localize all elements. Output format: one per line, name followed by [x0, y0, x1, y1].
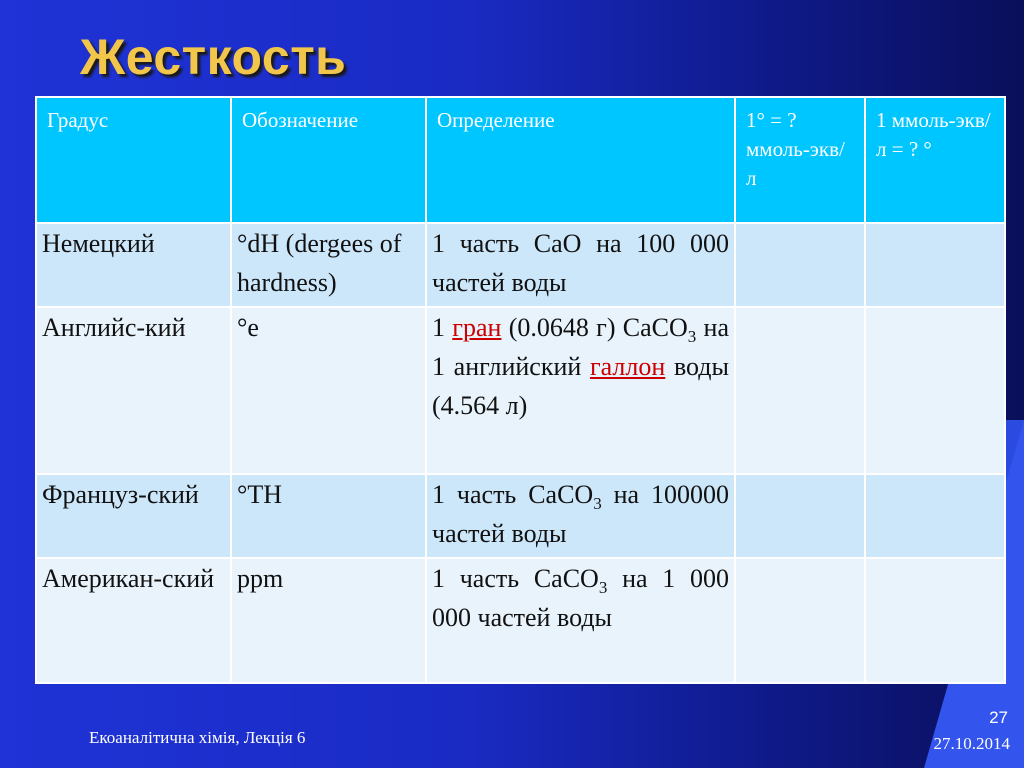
cell-degree: Немецкий [36, 223, 231, 307]
definition-text: 1 [432, 313, 453, 342]
header-degree-to-mmol: 1° = ? ммоль-экв/л [735, 97, 865, 223]
footer-course-label: Екоаналітична хімія, Лекція 6 [89, 728, 306, 747]
cell-degree: Английс-кий [36, 307, 231, 474]
slide-date: 27.10.2014 [933, 734, 1010, 753]
definition-text: на 1 000 000 частей воды [432, 564, 729, 632]
definition-text: на 100000 частей воды [432, 480, 729, 548]
definition-text: на 1 английский [432, 313, 730, 381]
gallon-link[interactable]: галлон [589, 352, 666, 381]
cell-definition [426, 474, 735, 558]
cell-definition: 1 часть CaO на 100 000 частей воды [426, 223, 735, 307]
cell-mmol-to-degree [865, 307, 1005, 474]
header-degree: Градус [36, 97, 231, 223]
subscript-3: 3 [593, 494, 602, 514]
subscript-3: 3 [687, 327, 697, 347]
definition-text: воды (4.564 л) [432, 352, 729, 420]
table-row [36, 223, 1005, 307]
cell-degree-to-mmol [735, 558, 865, 683]
cell-definition [426, 558, 735, 683]
cell-definition [426, 307, 735, 474]
cell-symbol: ppm [231, 558, 426, 683]
cell-symbol: °dH (dergees of hardness) [231, 223, 426, 307]
cell-symbol: °e [231, 307, 426, 474]
table-row [36, 474, 1005, 558]
definition-text: 1 часть CaCO [432, 480, 594, 509]
definition-text: (0.0648 г) CaCO [501, 313, 688, 342]
cell-mmol-to-degree [865, 223, 1005, 307]
header-mmol-to-degree: 1 ммоль-экв/л = ? ° [865, 97, 1005, 223]
table-row [36, 307, 1005, 474]
slide-number: 27 [989, 708, 1008, 727]
cell-mmol-to-degree [865, 474, 1005, 558]
gran-link[interactable]: гран [452, 313, 502, 342]
table-header-row [36, 97, 1005, 223]
cell-symbol: °TH [231, 474, 426, 558]
cell-degree-to-mmol [735, 474, 865, 558]
cell-degree-to-mmol [735, 307, 865, 474]
cell-degree-to-mmol [735, 223, 865, 307]
cell-degree: Американ-ский [36, 558, 231, 683]
header-symbol: Обозначение [231, 97, 426, 223]
definition-text: 1 часть CaCO [432, 564, 599, 593]
cell-mmol-to-degree [865, 558, 1005, 683]
header-definition: Определение [426, 97, 735, 223]
cell-degree: Француз-ский [36, 474, 231, 558]
table-row [36, 558, 1005, 683]
hardness-table [35, 96, 1006, 684]
slide-title: Жесткость [80, 29, 347, 85]
subscript-3: 3 [598, 578, 608, 598]
